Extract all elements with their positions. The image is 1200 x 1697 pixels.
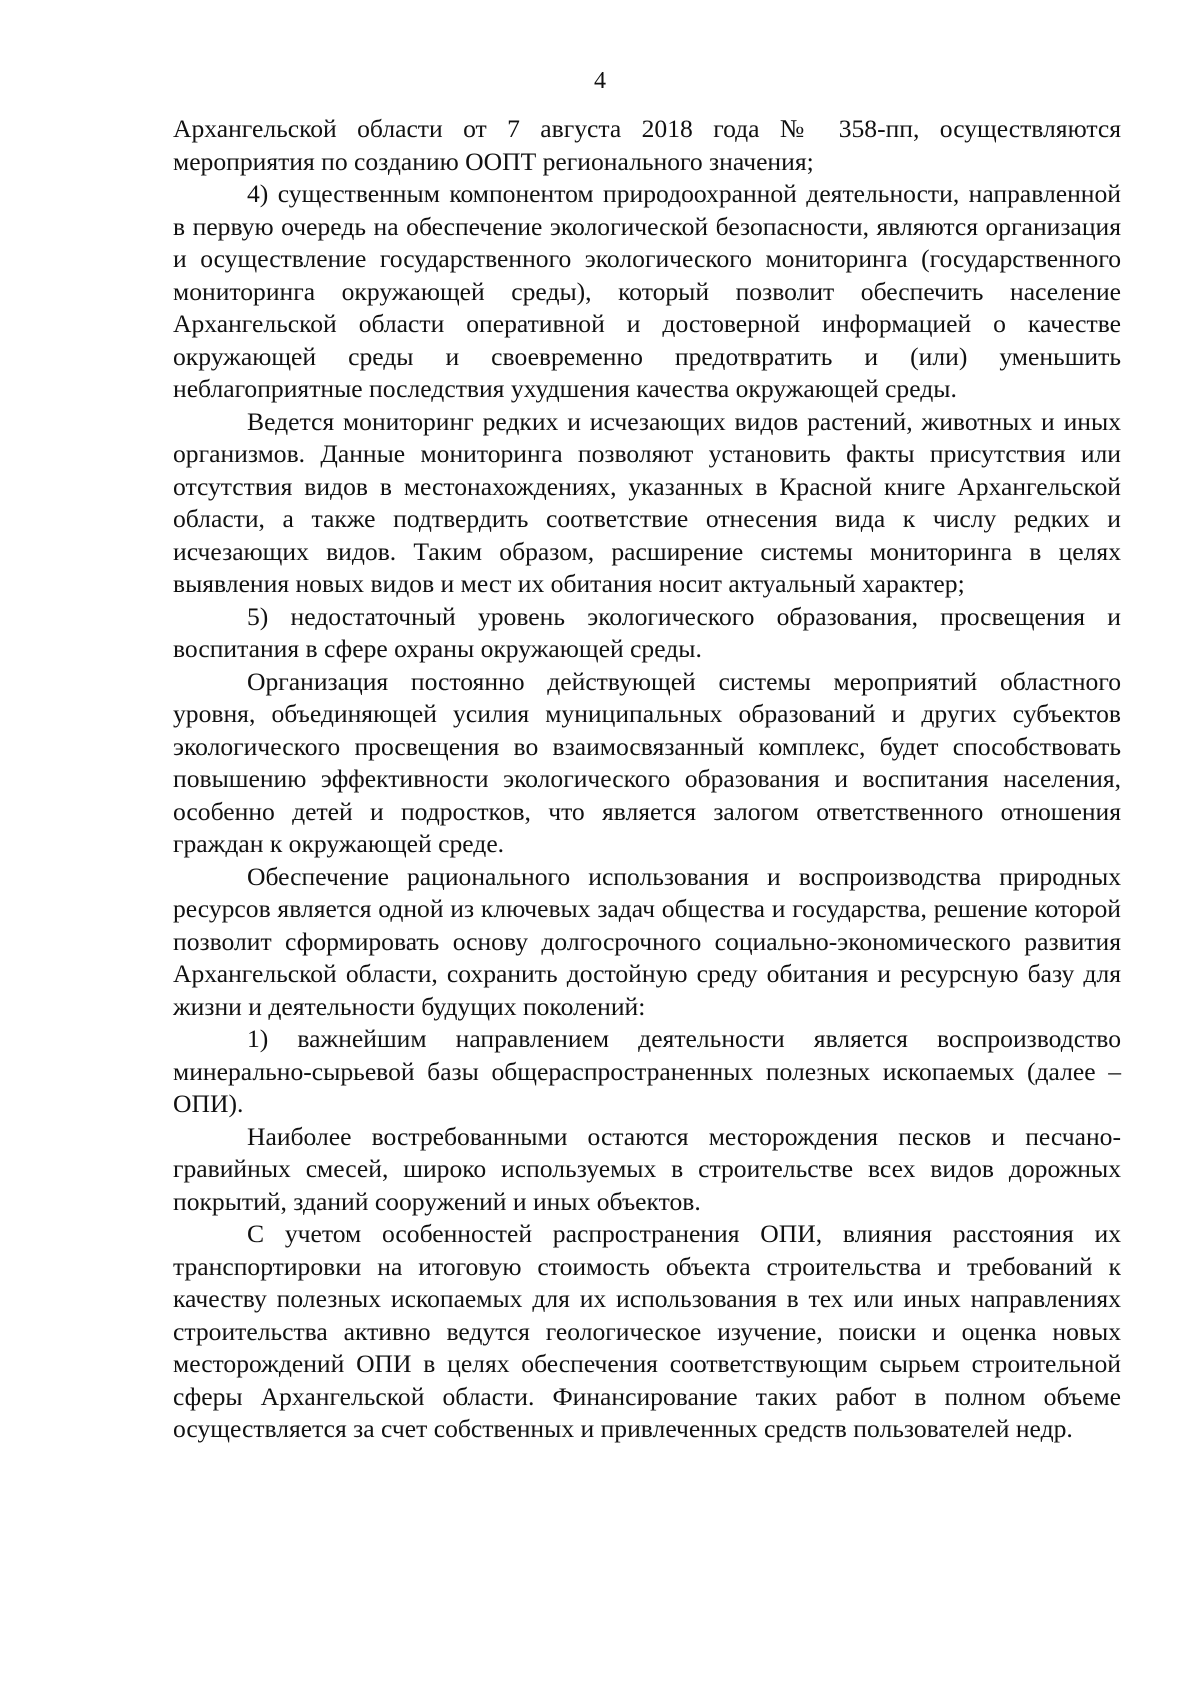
paragraph-item-1-mineral-base: 1) важнейшим направлением деятельности является воспроизводство минерально-сырьевой базы общераспространенных полезных ископаемых (далее – ОПИ).: [173, 1024, 1121, 1118]
paragraph-education-system: Организация постоянно действующей системы мероприятий областного уровня, объединяющей усилия муниципальных образований и других субъектов экологического просвещения во взаимосвязанный комплекс, будет способствовать повышению эффективности экологического образования и воспитания населения, особенно детей и подростков, что является залогом ответственного отношения граждан к окружающей среде.: [173, 666, 1121, 858]
paragraph-rare-species-monitoring: Ведется мониторинг редких и исчезающих видов растений, животных и иных организмов. Данные мониторинга позволяют установить факты присутствия или отсутствия видов в местонахождениях, указанных в Красной книге Архангельской области, а также подтвердить соответствие отнесения вида к числу редких и исчезающих видов. Таким образом, расширение системы мониторинга в целях выявления новых видов и мест их обитания носит актуальный характер;: [173, 406, 1121, 598]
paragraph-item-4-monitoring: 4) существенным компонентом природоохранной деятельности, направленной в первую очередь на обеспечение экологической безопасности, являются организация и осуществление государственного экологического мониторинга (государственного мониторинга окружающей среды), который позволит обеспечить население Архангельской области оперативной и достоверной информацией о качестве окружающей среды и своевременно предотвратить и (или) уменьшить неблагоприятные последствия ухудшения качества окружающей среды.: [173, 179, 1121, 403]
paragraph-natural-resources: Обеспечение рационального использования и воспроизводства природных ресурсов является одной из ключевых задач общества и государства, решение которой позволит сформировать основу долгосрочного социально-экономического развития Архангельской области, сохранить достойную среду обитания и ресурсную базу для жизни и деятельности будущих поколений:: [173, 861, 1121, 1021]
paragraph-item-5-education: 5) недостаточный уровень экологического образования, просвещения и воспитания в сфере охраны окружающей среды.: [173, 601, 1121, 663]
page-number: 4: [594, 68, 606, 94]
document-body: [173, 113, 1121, 1446]
paragraph-demanded-deposits: Наиболее востребованными остаются месторождения песков и песчано-гравийных смесей, широко используемых в строительстве всех видов дорожных покрытий, зданий сооружений и иных объектов.: [173, 1121, 1121, 1216]
paragraph-geological-study: С учетом особенностей распространения ОПИ, влияния расстояния их транспортировки на итоговую стоимость объекта строительства и требований к качеству полезных ископаемых для их использования в тех или иных направлениях строительства активно ведутся геологическое изучение, поиски и оценка новых месторождений ОПИ в целях обеспечения соответствующим сырьем строительной сферы Архангельской области. Финансирование таких работ в полном объеме осуществляется за счет собственных и привлеченных средств пользователей недр.: [173, 1219, 1121, 1443]
paragraph-continuation: Архангельской области от 7 августа 2018 года № 358-пп, осуществляются мероприятия по созданию ООПТ регионального значения;: [173, 114, 1121, 176]
